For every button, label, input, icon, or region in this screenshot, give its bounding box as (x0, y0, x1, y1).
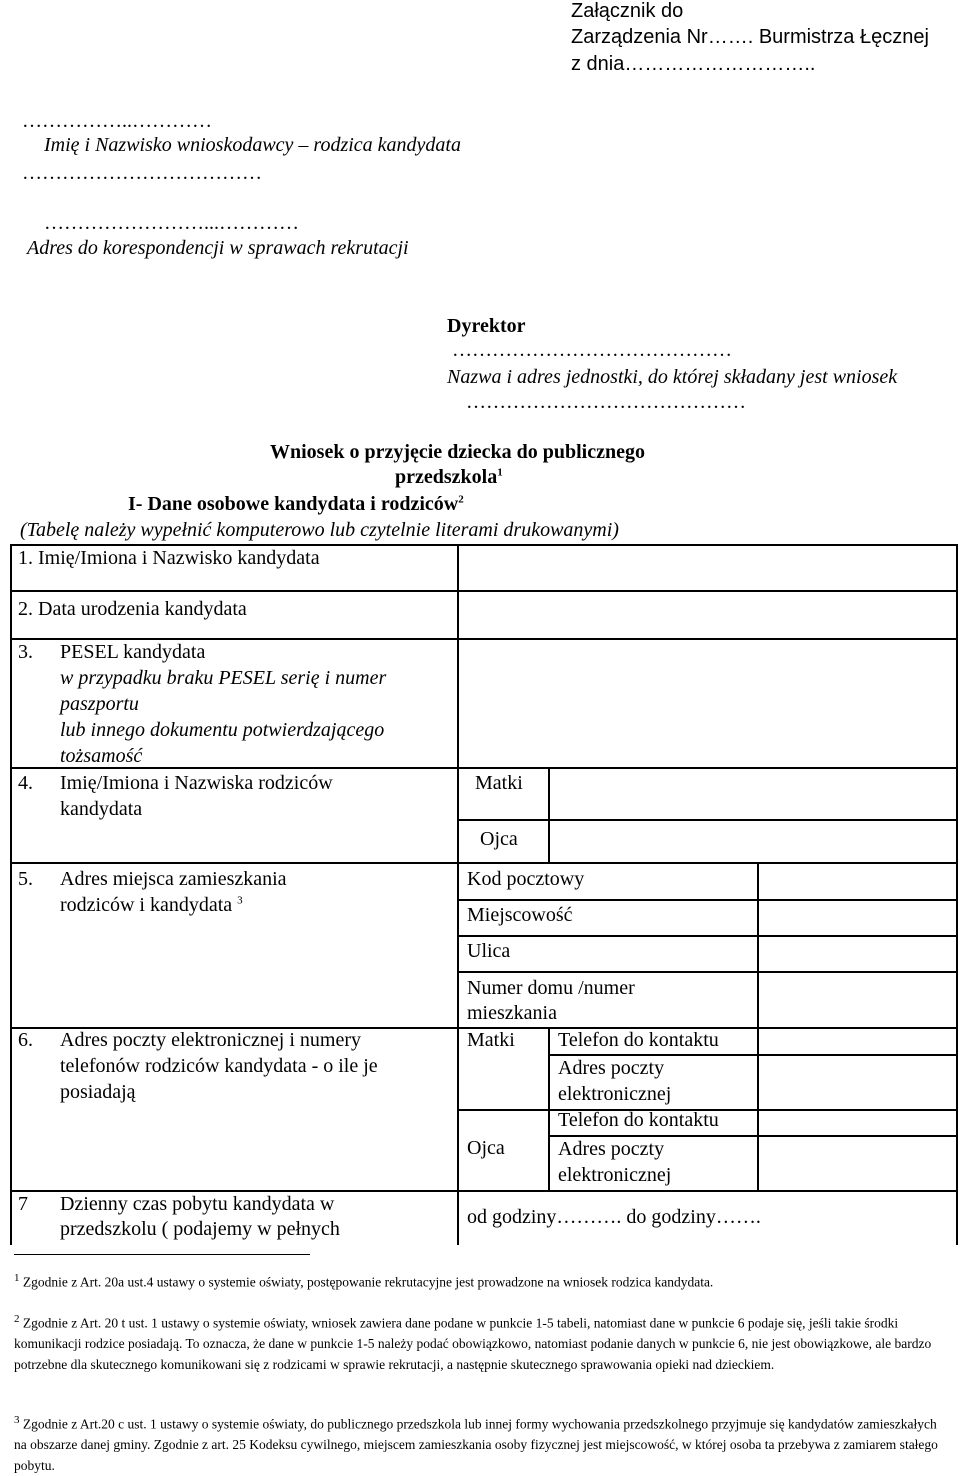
father-email-field[interactable] (759, 1137, 955, 1189)
regulation-label: Zarządzenia Nr……. Burmistrza Łęcznej (571, 26, 929, 48)
stay-hours-field[interactable]: od godziny………. do godziny……. (467, 1206, 761, 1228)
pesel-label: PESEL kandydata (60, 641, 206, 663)
father-email-label: Adres poczty (558, 1138, 665, 1160)
street-field[interactable] (759, 937, 955, 970)
city-field[interactable] (759, 901, 955, 934)
stay-time-label-2: przedszkolu ( podajemy w pełnych (60, 1218, 340, 1240)
candidate-name-label: 1. Imię/Imiona i Nazwisko kandydata (18, 547, 320, 569)
father-label: Ojca (480, 828, 518, 850)
house-number-label: Numer domu /numer (467, 977, 635, 999)
house-number-field[interactable] (759, 973, 955, 1026)
recipient-dots-2: …………………………………… (466, 391, 746, 413)
contact-label: Adres poczty elektronicznej i numery (60, 1029, 361, 1051)
mother-email-label: Adres poczty (558, 1057, 665, 1079)
applicant-address-dots: ……………………...………… (44, 212, 299, 234)
footnote-ref-2: 2 (458, 493, 464, 506)
address-label-2: rodziców i kandydata $^3$ (60, 894, 243, 916)
footnote-separator (14, 1254, 310, 1255)
applicant-address-label: Adres do korespondencji w sprawach rekrutacji (27, 237, 409, 259)
applicant-name-dots: ……………..………… (22, 110, 212, 132)
applicant-name-dots-2: ……………………………… (22, 162, 262, 184)
pesel-number: 3. (18, 641, 33, 663)
house-number-label-2: mieszkania (467, 1002, 557, 1024)
father-email-label-2: elektronicznej (558, 1164, 672, 1186)
recipient-unit-label: Nazwa i adres jednostki, do której składany jest wniosek (447, 366, 898, 388)
birth-date-field[interactable] (459, 592, 955, 637)
recipient-dots: …………………………………… (452, 339, 732, 361)
mother-email-field[interactable] (759, 1056, 955, 1108)
form-title: Wniosek o przyjęcie dziecka do publicznego (270, 441, 645, 463)
pesel-alt-line4: tożsamość (60, 745, 143, 767)
stay-time-number: 7 (18, 1193, 28, 1215)
section-title: I- Dane osobowe kandydata i rodziców$^2$ (128, 493, 464, 515)
footnote-ref-3: 3 (237, 894, 243, 907)
mother-email-label-2: elektronicznej (558, 1083, 672, 1105)
contact-label-2: telefonów rodziców kandydata - o ile je (60, 1055, 378, 1077)
mother-name-field[interactable] (550, 769, 955, 818)
recipient-title: Dyrektor (447, 315, 526, 337)
postcode-field[interactable] (759, 864, 955, 898)
footnote-3: $^3$ Zgodnie z Art.20 c ust. 1 ustawy o systemie oświaty, do publicznego przedszkola lub innej formy wychowania przedszkolnego przyjmuje się kandydatów zamieszkałych na obszarze danej gminy. Zgodnie z art. 25 Kodeksu cywilnego, miejscem zamieszkania osoby fizycznej jest miejscowość, w której osoba ta przebywa z zamiarem stałego pobytu. (14, 1414, 938, 1473)
contact-label-3: posiadają (60, 1081, 136, 1103)
date-label: z dnia……………………….. (571, 53, 816, 75)
mother-label: Matki (475, 772, 523, 794)
fill-instruction: (Tabelę należy wypełnić komputerowo lub czytelnie literami drukowanymi) (20, 519, 619, 541)
applicant-name-label: Imię i Nazwisko wnioskodawcy – rodzica kandydata (44, 134, 461, 156)
pesel-alt-line3: lub innego dokumentu potwierdzającego (60, 719, 385, 741)
postcode-label: Kod pocztowy (467, 868, 585, 890)
father-phone-label: Telefon do kontaktu (558, 1109, 719, 1131)
father-name-field[interactable] (550, 821, 955, 861)
street-label: Ulica (467, 940, 511, 962)
address-label: Adres miejsca zamieszkania (60, 868, 287, 890)
contact-father-label: Ojca (467, 1137, 505, 1159)
form-title-line2: przedszkola$^1$ (395, 466, 503, 488)
pesel-field[interactable] (459, 640, 955, 766)
parents-names-number: 4. (18, 772, 33, 794)
footnote-2: $^2$ Zgodnie z Art. 20 t ust. 1 ustawy o systemie oświaty, wniosek zawiera dane podane w punkcie 1-5 tabeli, natomiast dane w punkcie 6 podaje się, jeśli takie środki komunikacji rodzice posiadają. To oznacza, że dane w punkcie 1-5 należy podać obowiązkowo, natomiast podanie danych w punkcie 6, nie jest obowiązkowe, ale bardzo potrzebne dla skutecznego komunikowani się z rodzicami w sprawie rekrutacji, a następnie skutecznego sprawowania opieki nad dzieckiem. (14, 1313, 932, 1372)
stay-time-label: Dzienny czas pobytu kandydata w (60, 1193, 335, 1215)
birth-date-label: 2. Data urodzenia kandydata (18, 598, 247, 620)
pesel-alt-line1: w przypadku braku PESEL serię i numer (60, 667, 387, 689)
mother-phone-label: Telefon do kontaktu (558, 1029, 719, 1051)
contact-number: 6. (18, 1029, 33, 1051)
father-phone-field[interactable] (759, 1111, 955, 1134)
footnote-1: $^1$ Zgodnie z Art. 20a ust.4 ustawy o systemie oświaty, postępowanie rekrutacyjne jest prowadzone na wniosek rodzica kandydata. (14, 1272, 714, 1290)
parents-names-label: Imię/Imiona i Nazwiska rodziców (60, 772, 333, 794)
candidate-name-field[interactable] (459, 546, 955, 589)
mother-phone-field[interactable] (759, 1029, 955, 1053)
annex-label: Załącznik do (571, 0, 684, 22)
city-label: Miejscowość (467, 904, 573, 926)
parents-names-label-2: kandydata (60, 798, 143, 820)
footnote-ref-1: 1 (497, 466, 503, 479)
pesel-alt-line2: paszportu (60, 693, 139, 715)
contact-mother-label: Matki (467, 1029, 515, 1051)
address-number: 5. (18, 868, 33, 890)
